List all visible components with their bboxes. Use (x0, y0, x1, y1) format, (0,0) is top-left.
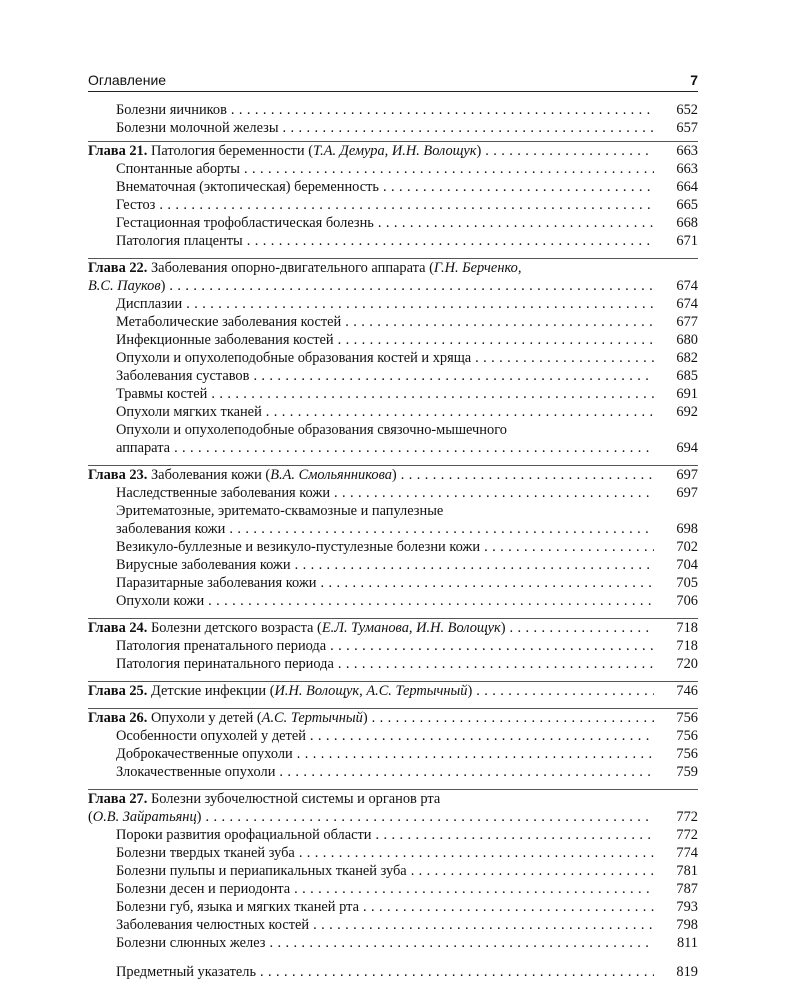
toc-page-number: 652 (676, 102, 698, 118)
toc-section-title: Инфекционные заболевания костей . . . (116, 331, 654, 349)
toc-page-number: 671 (676, 233, 698, 249)
toc-chapter-27-continued[interactable] (88, 808, 698, 826)
toc-section[interactable] (88, 196, 698, 214)
chapter-title: Заболевания кожи (150, 467, 262, 483)
toc-page-number: 706 (676, 593, 698, 609)
toc-section-title: Вирусные заболевания кожи . . . (116, 556, 654, 574)
toc-page-number: 663 (676, 143, 698, 159)
toc-section-title: Болезни молочной железы . . . (116, 119, 654, 137)
chapter-number: Глава 21. (88, 143, 148, 159)
toc-section-title: Заболевания челюстных костей . . . (116, 916, 654, 934)
toc-section[interactable] (88, 592, 698, 610)
toc-section[interactable] (88, 538, 698, 556)
toc-section-title: Болезни пульпы и периапикальных тканей зуба . . . (116, 862, 654, 880)
toc-section-title: Болезни твердых тканей зуба . . . (116, 844, 654, 862)
toc-section-title: Патология пренатального периода . . . (116, 637, 654, 655)
toc-chapter-title: Глава 21. Патология беременности (Т.А. Демура, И.Н. Волощук) . . . (88, 142, 654, 160)
toc-section-title: Болезни яичников . . . (116, 101, 654, 119)
toc-page-number: 680 (676, 332, 698, 348)
chapter-number: Глава 23. (88, 467, 148, 483)
chapter-number: Глава 26. (88, 710, 148, 726)
toc-section-title-continued: заболевания кожи . . . (116, 520, 654, 538)
toc-page-number: 772 (676, 809, 698, 825)
toc-chapter-24[interactable] (88, 618, 698, 637)
chapter-number: Глава 27. (88, 791, 148, 807)
toc-section[interactable] (88, 101, 698, 119)
running-head (88, 72, 698, 92)
toc-page-number: 674 (676, 296, 698, 312)
toc-section[interactable] (88, 727, 698, 745)
toc-section[interactable] (88, 862, 698, 880)
toc-page-number: 665 (676, 197, 698, 213)
toc-section[interactable] (88, 484, 698, 502)
toc-section[interactable] (88, 637, 698, 655)
toc-page-number: 793 (676, 899, 698, 915)
toc-page-number: 759 (676, 764, 698, 780)
toc-page-number: 819 (676, 964, 698, 980)
toc-page-number: 682 (676, 350, 698, 366)
chapter-number: Глава 24. (88, 620, 148, 636)
toc-section-title: Особенности опухолей у детей . . . (116, 727, 654, 745)
toc-section[interactable] (88, 160, 698, 178)
toc-page-number: 756 (676, 728, 698, 744)
toc-section[interactable] (88, 421, 698, 439)
toc-section-title: Дисплазии . . . (116, 295, 654, 313)
toc-chapter-23[interactable] (88, 465, 698, 484)
toc-section-title: Болезни десен и периодонта . . . (116, 880, 654, 898)
toc-section-title: Спонтанные аборты . . . (116, 160, 654, 178)
toc-page-number: 772 (676, 827, 698, 843)
toc-section[interactable] (88, 313, 698, 331)
toc-section-title-continued: аппарата . . . (116, 439, 654, 457)
toc-section-title: Болезни губ, языка и мягких тканей рта . . . (116, 898, 654, 916)
toc-section[interactable] (88, 385, 698, 403)
toc-chapter-27[interactable] (88, 789, 698, 808)
toc-page-number: 718 (676, 620, 698, 636)
toc-chapter-title: Глава 24. Болезни детского возраста (Е.Л. Туманова, И.Н. Волощук) . . . (88, 619, 654, 637)
toc-section[interactable] (88, 214, 698, 232)
chapter-title: Болезни детского возраста (150, 620, 314, 636)
chapter-authors: Г.Н. Берченко, (433, 260, 522, 276)
toc-chapter-title: Глава 23. Заболевания кожи (В.А. Смольянникова) . . . (88, 466, 654, 484)
toc-subject-index[interactable] (88, 963, 698, 981)
toc-section-title: Опухоли мягких тканей . . . (116, 403, 654, 421)
toc-page-number: 774 (676, 845, 698, 861)
toc-page-number: 691 (676, 386, 698, 402)
toc-page-number: 674 (676, 278, 698, 294)
toc-section-title: Доброкачественные опухоли . . . (116, 745, 654, 763)
toc-page-number: 704 (676, 557, 698, 573)
toc-section-continued[interactable] (88, 520, 698, 538)
chapter-authors: Т.А. Демура, И.Н. Волощук (313, 143, 477, 159)
toc-page-number: 657 (676, 120, 698, 136)
toc-section[interactable] (88, 232, 698, 250)
running-head-title: Оглавление (88, 72, 167, 88)
toc-section[interactable] (88, 763, 698, 781)
toc-section[interactable] (88, 574, 698, 592)
toc-page-number: 697 (676, 485, 698, 501)
toc-page-number: 692 (676, 404, 698, 420)
toc-section-title: Опухоли кожи . . . (116, 592, 654, 610)
toc-section-title: Наследственные заболевания кожи . . . (116, 484, 654, 502)
toc-section[interactable] (88, 934, 698, 952)
toc-section-continued[interactable] (88, 439, 698, 457)
toc-chapter-title (88, 790, 440, 808)
toc-section-title: Болезни слюнных желез . . . (116, 934, 654, 952)
toc-section[interactable] (88, 178, 698, 196)
toc-section-title: Внематочная (эктопическая) беременность . . . (116, 178, 654, 196)
chapter-number: Глава 22. (88, 260, 148, 276)
toc-section-title: Метаболические заболевания костей . . . (116, 313, 654, 331)
toc-page-number: 664 (676, 179, 698, 195)
toc-page-number: 697 (676, 467, 698, 483)
chapter-authors: О.В. Зайратьянц (92, 809, 197, 825)
toc-page-number: 694 (676, 440, 698, 456)
toc-page-number: 781 (676, 863, 698, 879)
toc-page-number: 720 (676, 656, 698, 672)
toc-chapter-26[interactable] (88, 708, 698, 727)
toc-section[interactable] (88, 349, 698, 367)
toc-page-number: 798 (676, 917, 698, 933)
toc-section[interactable] (88, 745, 698, 763)
toc-page-number: 698 (676, 521, 698, 537)
toc-section[interactable] (88, 403, 698, 421)
chapter-authors: В.А. Смольянникова (270, 467, 392, 483)
toc-section-title: Опухоли и опухолеподобные образования связочно-мышечного (116, 422, 507, 438)
toc-page-number: 677 (676, 314, 698, 330)
toc-section-title: Гестационная трофобластическая болезнь . . . (116, 214, 654, 232)
toc-page-number: 685 (676, 368, 698, 384)
chapter-title: Детские инфекции (150, 683, 267, 699)
toc-section-title: Паразитарные заболевания кожи . . . (116, 574, 654, 592)
toc-section[interactable] (88, 295, 698, 313)
toc-section-title: Пороки развития орофациальной области . . . (116, 826, 654, 844)
toc-chapter-25[interactable] (88, 681, 698, 700)
toc-section-title: Злокачественные опухоли . . . (116, 763, 654, 781)
toc-chapter-title: Глава 25. Детские инфекции (И.Н. Волощук, А.С. Тертычный) . . . (88, 682, 654, 700)
toc-section[interactable] (88, 880, 698, 898)
toc-page-number: 746 (676, 683, 698, 699)
toc-page-number: 756 (676, 746, 698, 762)
chapter-authors: А.С. Тертычный (261, 710, 363, 726)
chapter-authors: И.Н. Волощук, А.С. Тертычный (274, 683, 468, 699)
toc-section-title: Предметный указатель . . . (116, 963, 654, 981)
chapter-number: Глава 25. (88, 683, 148, 699)
toc-page-number: 668 (676, 215, 698, 231)
toc-section[interactable] (88, 844, 698, 862)
toc-section-title: Травмы костей . . . (116, 385, 654, 403)
toc-section[interactable] (88, 916, 698, 934)
toc-page-number: 702 (676, 539, 698, 555)
chapter-authors: Е.Л. Туманова, И.Н. Волощук (321, 620, 501, 636)
toc-page-number: 811 (676, 935, 698, 951)
toc-chapter-title-continued: В.С. Пауков) . . . (88, 277, 654, 295)
toc-section-title: Опухоли и опухолеподобные образования костей и хряща . . . (116, 349, 654, 367)
toc-page-number: 718 (676, 638, 698, 654)
chapter-title: Заболевания опорно-двигательного аппарата (150, 260, 426, 276)
toc-chapter-21[interactable] (88, 141, 698, 160)
toc-chapter-title: Глава 26. Опухоли у детей (А.С. Тертычный) . . . (88, 709, 654, 727)
toc-section[interactable] (88, 826, 698, 844)
toc-section[interactable] (88, 119, 698, 137)
toc-section[interactable] (88, 331, 698, 349)
toc-section-title: Эритематозные, эритемато-сквамозные и папулезные (116, 503, 444, 519)
toc-page-number: 663 (676, 161, 698, 177)
toc-section[interactable] (88, 556, 698, 574)
toc-page-number: 756 (676, 710, 698, 726)
toc-chapter-title-continued: (О.В. Зайратьянц) . . . (88, 808, 654, 826)
toc-page-number: 705 (676, 575, 698, 591)
chapter-title: Болезни зубочелюстной системы и органов рта (150, 791, 441, 807)
toc-page-number: 787 (676, 881, 698, 897)
toc-chapter-22-continued[interactable] (88, 277, 698, 295)
chapter-authors: В.С. Пауков (88, 278, 161, 294)
toc-section[interactable] (88, 502, 698, 520)
toc-section[interactable] (88, 898, 698, 916)
toc-chapter-title: Глава 22. Заболевания опорно-двигательного аппарата (Г.Н. Берченко, (88, 260, 522, 276)
page-number: 7 (690, 72, 698, 88)
toc-section[interactable] (88, 655, 698, 673)
toc-section-title: Везикуло-буллезные и везикуло-пустулезные болезни кожи . . . (116, 538, 654, 556)
toc-chapter-22[interactable] (88, 258, 698, 277)
table-of-contents (88, 101, 698, 981)
toc-section-title: Патология плаценты . . . (116, 232, 654, 250)
chapter-title: Опухоли у детей (150, 710, 254, 726)
chapter-title: Патология беременности (150, 143, 305, 159)
toc-section[interactable] (88, 367, 698, 385)
toc-section-title: Патология перинатального периода . . . (116, 655, 654, 673)
toc-section-title: Гестоз . . . (116, 196, 654, 214)
toc-section-title: Заболевания суставов . . . (116, 367, 654, 385)
